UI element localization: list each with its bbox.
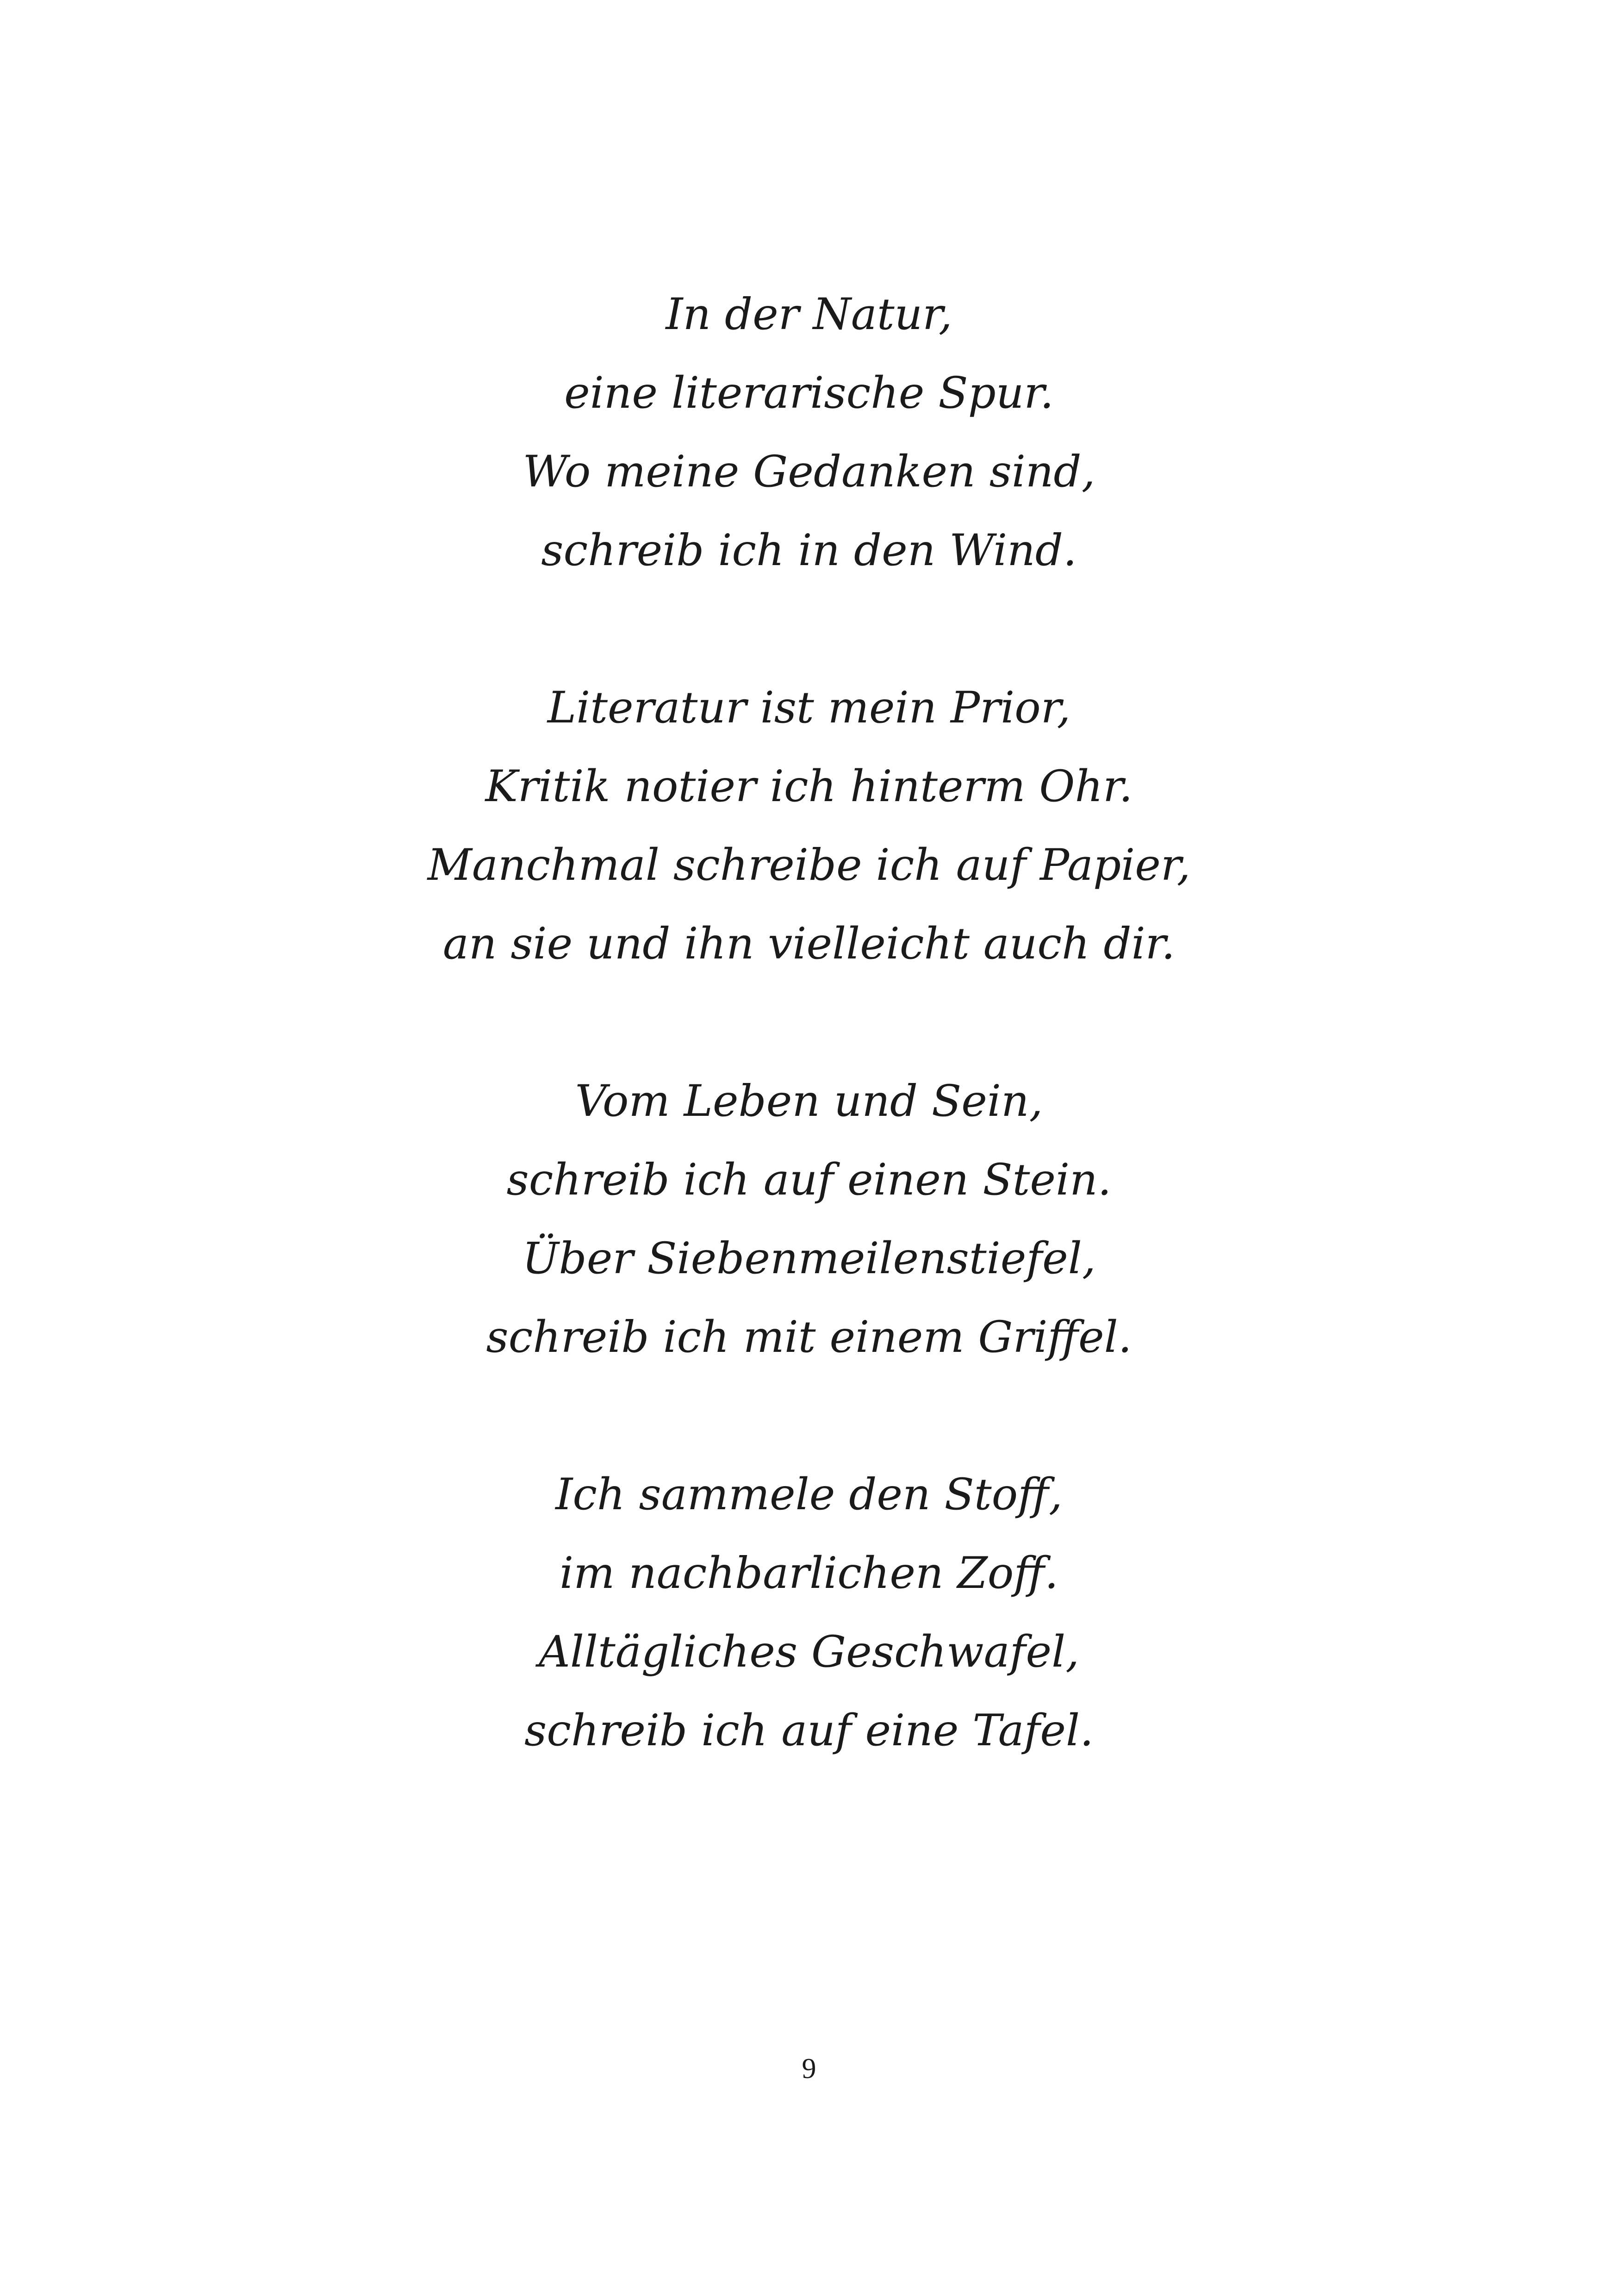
poem-line: schreib ich auf einen Stein. xyxy=(506,1155,1112,1205)
poem-line: an sie und ihn vielleicht auch dir. xyxy=(442,919,1176,969)
poem-line: In der Natur, xyxy=(666,289,952,340)
poem-line: schreib ich mit einem Griffel. xyxy=(486,1312,1132,1363)
poem-line: schreib ich in den Wind. xyxy=(541,525,1077,576)
poem-line: Manchmal schreibe ich auf Papier, xyxy=(427,840,1191,890)
poem-line: Kritik notier ich hinterm Ohr. xyxy=(485,761,1133,812)
poem-line: Vom Leben und Sein, xyxy=(575,1076,1043,1126)
poem-line: eine literarische Spur. xyxy=(564,368,1054,418)
poem-line: Literatur ist mein Prior, xyxy=(547,683,1071,733)
poem-line: Wo meine Gedanken sind, xyxy=(523,447,1095,497)
poem-line: Alltägliches Geschwafel, xyxy=(538,1627,1080,1677)
poem-line: Ich sammele den Stoff, xyxy=(555,1469,1063,1520)
page-number: 9 xyxy=(802,2053,816,2084)
poem-line: im nachbarlichen Zoff. xyxy=(560,1548,1058,1599)
poem-line: schreib ich auf eine Tafel. xyxy=(524,1705,1094,1756)
poem-line: Über Siebenmeilenstiefel, xyxy=(522,1233,1096,1284)
